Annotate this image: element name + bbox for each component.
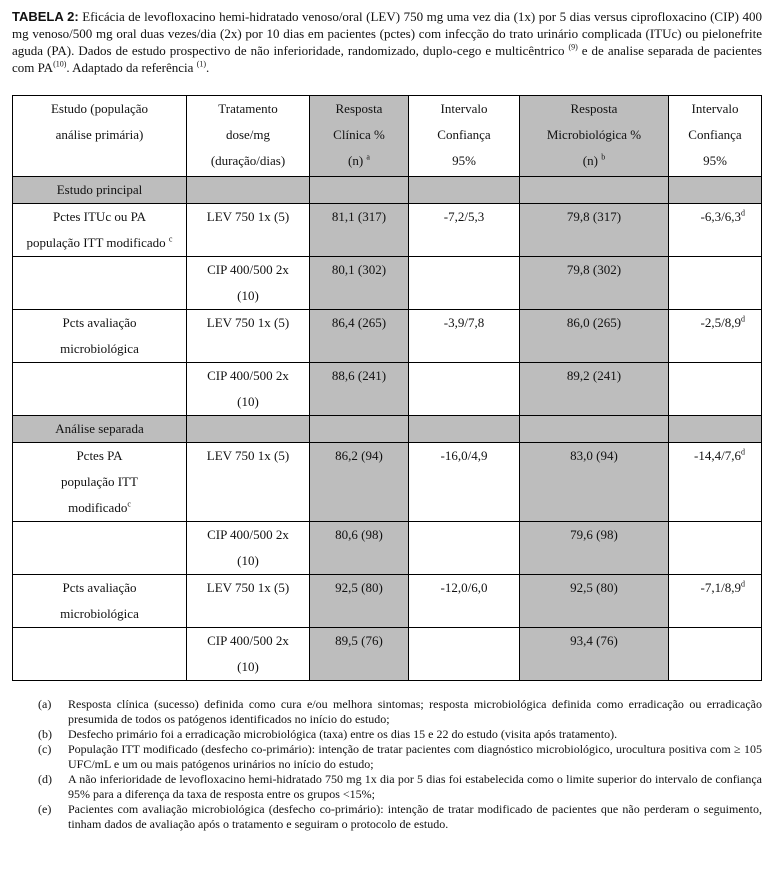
footnote-mark: (b) [38, 727, 52, 741]
header-cell-line: Estudo (população [50, 101, 149, 116]
header-cell [409, 96, 520, 177]
footnote-text: População ITT modificado (desfecho co-primário): intenção de tratar pacientes com diagnóstico microbiológico, urocultura positiva com ≥ 105 UFC/mL e um ou mais patógenos urinários no início do estudo; [68, 742, 762, 771]
footnote-mark: (d) [38, 772, 52, 786]
study-cell [13, 522, 187, 575]
treatment-cell-line: LEV 750 1x (5) [206, 209, 290, 224]
table-row [13, 628, 762, 681]
study-cell [13, 628, 187, 681]
table-row [13, 204, 762, 257]
treatment-cell-line: LEV 750 1x (5) [206, 580, 290, 595]
treatment-cell-line: LEV 750 1x (5) [206, 315, 290, 330]
ci-footnote-ref: d [741, 314, 745, 324]
header-cell-line: Confiança [437, 127, 491, 142]
header-cell-line: 95% [452, 153, 476, 168]
study-cell-line: Pcts avaliação [62, 580, 137, 595]
study-cell-line: microbiológica [60, 606, 139, 621]
footnote-text: Pacientes com avaliação microbiológica (desfecho co-primário): intenção de tratar modificado de pacientes que não perderam o seguimento, tinham dados de avaliação após o tratamento e seguiram o protocolo de estudo. [68, 802, 762, 831]
section-row-main [13, 177, 762, 204]
header-cell-line: Tratamento [218, 101, 278, 116]
header-cell [187, 96, 310, 177]
ci-footnote-ref: d [741, 208, 745, 218]
confidence-interval-cell [669, 522, 762, 575]
confidence-interval-cell [409, 522, 520, 575]
section-row-separate [13, 416, 762, 443]
header-cell-line: 95% [703, 153, 727, 168]
clinical-response-cell: 88,6 (241) [310, 363, 409, 416]
header-cell [13, 96, 187, 177]
clinical-response-cell: 86,2 (94) [310, 443, 409, 522]
confidence-interval-cell: -7,2/5,3 [409, 204, 520, 257]
confidence-interval-cell: -2,5/8,9$^d$ [669, 310, 762, 363]
micro-response-cell: 93,4 (76) [520, 628, 669, 681]
footnote-item [38, 802, 762, 832]
caption-ref-10: (10) [53, 59, 67, 69]
study-cell-line: modificado$^c$ [68, 499, 131, 515]
header-cell-line: (n) $^b$ [582, 152, 606, 168]
confidence-interval-cell [409, 257, 520, 310]
footnote-item [38, 727, 762, 742]
confidence-interval-cell: -7,1/8,9$^d$ [669, 575, 762, 628]
section-cell [520, 416, 669, 443]
section-cell [310, 416, 409, 443]
header-cell-line: Resposta [570, 101, 618, 116]
table-row [13, 522, 762, 575]
confidence-interval-cell [409, 628, 520, 681]
treatment-cell-line: CIP 400/500 2x [207, 527, 289, 542]
clinical-response-cell: 80,6 (98) [310, 522, 409, 575]
treatment-cell [187, 443, 310, 522]
table-row [13, 257, 762, 310]
treatment-cell-line: (10) [237, 288, 259, 303]
footnote-text: Resposta clínica (sucesso) definida como cura e/ou melhora sintomas; resposta microbiológica definida como erradicação ou erradicação presumida de todos os patógenos identificados no início do estudo; [68, 697, 762, 726]
caption-ref-1: (1) [196, 59, 207, 69]
confidence-interval-cell [409, 363, 520, 416]
header-cell [669, 96, 762, 177]
micro-response-cell: 89,2 (241) [520, 363, 669, 416]
study-cell-line: população ITT modificado $^c$ [26, 234, 173, 250]
micro-response-cell: 79,8 (302) [520, 257, 669, 310]
treatment-cell-line: CIP 400/500 2x [207, 262, 289, 277]
table-row [13, 310, 762, 363]
study-cell-line: Pctes ITUc ou PA [52, 209, 147, 224]
confidence-interval-cell: -16,0/4,9 [409, 443, 520, 522]
header-cell-footnote-ref: a [366, 152, 370, 162]
confidence-interval-cell: -14,4/7,6$^d$ [669, 443, 762, 522]
study-cell-line: microbiológica [60, 341, 139, 356]
header-cell-line: dose/mg [225, 127, 271, 142]
confidence-interval-cell: -3,9/7,8 [409, 310, 520, 363]
study-cell [13, 443, 187, 522]
table-header-row [13, 96, 762, 177]
clinical-response-cell: 81,1 (317) [310, 204, 409, 257]
study-cell-footnote-ref: c [127, 499, 131, 509]
header-cell-line: Resposta [335, 101, 383, 116]
header-cell [310, 96, 409, 177]
confidence-interval-cell [669, 628, 762, 681]
footnote-mark: (c) [38, 742, 52, 756]
study-cell-line: população ITT [61, 474, 138, 489]
section-cell [669, 416, 762, 443]
caption-label: TABELA 2: [12, 9, 79, 24]
footnote-text: Desfecho primário foi a erradicação microbiológica (taxa) entre os dias 15 e 22 do estudo (visita após tratamento). [68, 727, 618, 741]
footnotes-list [38, 697, 762, 832]
treatment-cell-line: (10) [237, 659, 259, 674]
study-cell-footnote-ref: c [168, 234, 173, 244]
caption-ref-9: (9) [568, 42, 578, 52]
table-row [13, 443, 762, 522]
study-cell [13, 257, 187, 310]
caption-text-4: . [206, 60, 210, 75]
study-cell [13, 204, 187, 257]
header-cell-line: Intervalo [440, 101, 488, 116]
caption-text-1: Eficácia de levofloxacino hemi-hidratado venoso/oral (LEV) 750 mg uma vez dia (1x) por 5 dias versus ciprofloxacino (CIP) 400 mg venoso/500 mg oral duas vezes/dia (2x) por 10 dias em pacientes (pctes) com infecção do trato urinário complicada (ITUc) ou pielonefrite aguda (PA). Dados de estudo prospectivo de não inferioridade, randomizado, duplo-cego e multicêntrico [12, 9, 762, 58]
clinical-response-cell: 89,5 (76) [310, 628, 409, 681]
confidence-interval-cell: -12,0/6,0 [409, 575, 520, 628]
header-cell-footnote-ref: b [601, 152, 606, 162]
section-cell [409, 177, 520, 204]
table-row [13, 575, 762, 628]
section-cell [669, 177, 762, 204]
header-cell-line: (duração/dias) [210, 153, 286, 168]
treatment-cell-line: (10) [237, 553, 259, 568]
clinical-response-cell: 86,4 (265) [310, 310, 409, 363]
caption-text-3: . Adaptado da referência [66, 60, 197, 75]
treatment-cell [187, 522, 310, 575]
study-cell [13, 310, 187, 363]
micro-response-cell: 92,5 (80) [520, 575, 669, 628]
clinical-response-cell: 80,1 (302) [310, 257, 409, 310]
treatment-cell-line: LEV 750 1x (5) [206, 448, 290, 463]
footnote-mark: (a) [38, 697, 52, 711]
section-cell [187, 177, 310, 204]
treatment-cell [187, 628, 310, 681]
footnote-text: A não inferioridade de levofloxacino hemi-hidratado 750 mg 1x dia por 5 dias foi estabelecida como o limite superior do intervalo de confiança 95% para a diferença da taxa de resposta entre os grupos <15%; [68, 772, 762, 801]
ci-footnote-ref: d [741, 579, 745, 589]
confidence-interval-cell [669, 257, 762, 310]
section-label: Análise separada [13, 416, 187, 443]
table-caption [12, 8, 762, 76]
treatment-cell [187, 204, 310, 257]
treatment-cell [187, 363, 310, 416]
header-cell-line: Microbiológica % [546, 127, 642, 142]
study-cell-line: Pctes PA [76, 448, 123, 463]
section-cell [187, 416, 310, 443]
confidence-interval-cell [669, 363, 762, 416]
footnote-mark: (e) [38, 802, 52, 816]
caption-text-2: e de analise separada de pacientes com PA [12, 43, 762, 75]
section-label: Estudo principal [13, 177, 187, 204]
header-cell-line: análise primária) [55, 127, 144, 142]
section-cell [409, 416, 520, 443]
study-cell-line: Pcts avaliação [62, 315, 137, 330]
treatment-cell [187, 575, 310, 628]
study-cell [13, 363, 187, 416]
header-cell [520, 96, 669, 177]
ci-footnote-ref: d [741, 447, 745, 457]
study-cell [13, 575, 187, 628]
footnote-item [38, 697, 762, 727]
footnote-item [38, 742, 762, 772]
footnote-item [38, 772, 762, 802]
header-cell-line: Intervalo [691, 101, 739, 116]
micro-response-cell: 79,6 (98) [520, 522, 669, 575]
treatment-cell-line: CIP 400/500 2x [207, 368, 289, 383]
treatment-cell [187, 257, 310, 310]
treatment-cell-line: CIP 400/500 2x [207, 633, 289, 648]
section-cell [310, 177, 409, 204]
micro-response-cell: 86,0 (265) [520, 310, 669, 363]
treatment-cell-line: (10) [237, 394, 259, 409]
section-cell [520, 177, 669, 204]
confidence-interval-cell: -6,3/6,3$^d$ [669, 204, 762, 257]
table-row [13, 363, 762, 416]
efficacy-table [12, 95, 762, 681]
clinical-response-cell: 92,5 (80) [310, 575, 409, 628]
treatment-cell [187, 310, 310, 363]
micro-response-cell: 83,0 (94) [520, 443, 669, 522]
header-cell-line: Clínica % [333, 127, 385, 142]
header-cell-line: (n) $^a$ [348, 152, 370, 168]
micro-response-cell: 79,8 (317) [520, 204, 669, 257]
header-cell-line: Confiança [688, 127, 742, 142]
